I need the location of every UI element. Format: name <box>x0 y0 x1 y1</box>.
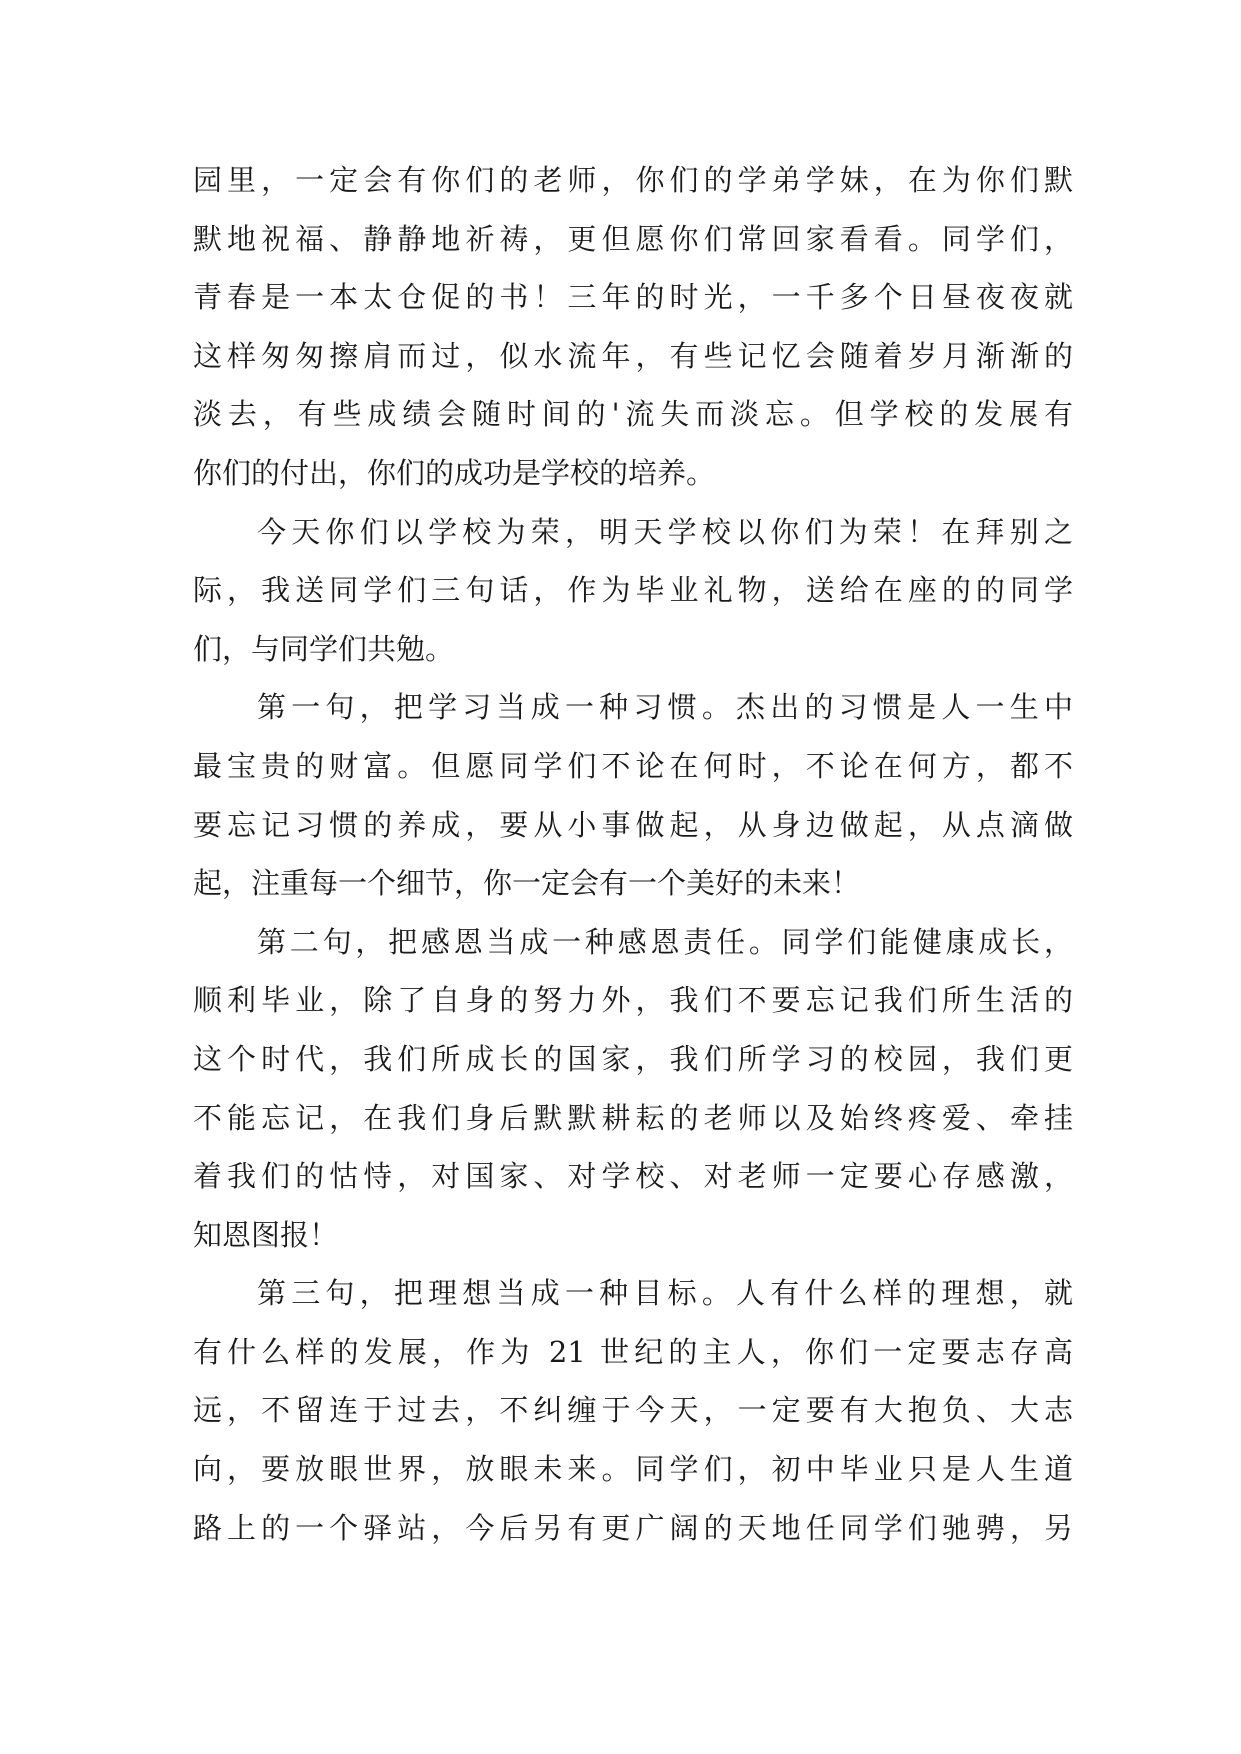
text-line: 际，我送同学们三句话，作为毕业礼物，送给在座的的同学 <box>193 573 1073 608</box>
text-line: 青春是一本太仓促的书！三年的时光，一千多个日昼夜夜就 <box>193 280 1073 315</box>
text-line: 这个时代，我们所成长的国家，我们所学习的校园，我们更 <box>193 1041 1073 1076</box>
text-line: 路上的一个驿站，今后另有更广阔的天地任同学们驰骋，另 <box>193 1510 1073 1545</box>
paragraph-first-line: 第三句，把理想当成一种目标。人有什么样的理想，就 <box>257 1276 1073 1311</box>
text-line: 园里，一定会有你们的老师，你们的学弟学妹，在为你们默 <box>193 163 1073 197</box>
paragraph-first-line: 第二句，把感恩当成一种感恩责任。同学们能健康成长， <box>257 924 1073 959</box>
text-line: 远，不留连于过去，不纠缠于今天，一定要有大抱负、大志 <box>193 1393 1073 1428</box>
text-line: 默地祝福、静静地祈祷，更但愿你们常回家看看。同学们， <box>193 221 1073 256</box>
text-line: 你们的付出，你们的成功是学校的培养。 <box>193 455 716 490</box>
text-line: 向，要放眼世界，放眼未来。同学们，初中毕业只是人生道 <box>193 1452 1073 1487</box>
text-line: 不能忘记，在我们身后默默耕耘的老师以及始终疼爱、牵挂 <box>193 1100 1073 1135</box>
text-line: 有什么样的发展，作为 21 世纪的主人，你们一定要志存高 <box>193 1334 1073 1369</box>
text-line: 这样匆匆擦肩而过，似水流年，有些记忆会随着岁月渐渐的 <box>193 338 1073 373</box>
text-line: 起，注重每一个细节，你一定会有一个美好的未来！ <box>193 866 861 901</box>
text-line: 最宝贵的财富。但愿同学们不论在何时，不论在何方，都不 <box>193 748 1073 783</box>
text-line: 们，与同学们共勉。 <box>193 631 455 666</box>
text-line: 淡去，有些成绩会随时间的'流失而淡忘。但学校的发展有 <box>193 397 1073 432</box>
text-line: 顺利毕业，除了自身的努力外，我们不要忘记我们所生活的 <box>193 983 1073 1018</box>
text-line: 要忘记习惯的养成，要从小事做起，从身边做起，从点滴做 <box>193 807 1073 842</box>
paragraph-first-line: 今天你们以学校为荣，明天学校以你们为荣！在拜别之 <box>257 514 1073 549</box>
text-line: 知恩图报！ <box>193 1217 339 1252</box>
body-text <box>193 151 1073 1557</box>
text-line: 着我们的怙恃，对国家、对学校、对老师一定要心存感激， <box>193 1159 1073 1194</box>
paragraph-first-line: 第一句，把学习当成一种习惯。杰出的习惯是人一生中 <box>257 690 1073 725</box>
